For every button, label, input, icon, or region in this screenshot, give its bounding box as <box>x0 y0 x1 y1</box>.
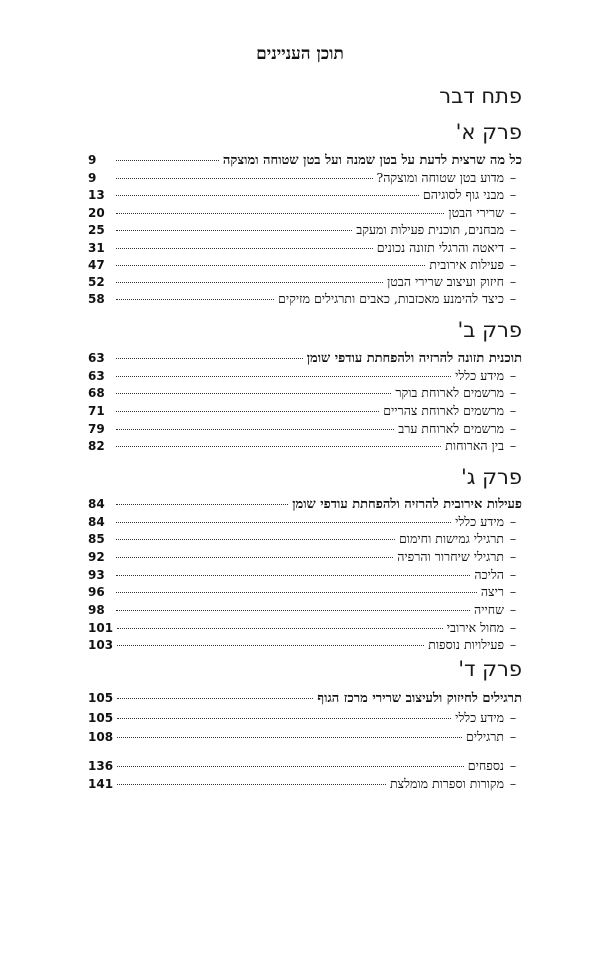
entry-dash: – <box>509 240 517 255</box>
dot-leader <box>116 557 393 558</box>
entry-label: שחייה <box>474 602 504 617</box>
entry-dash: – <box>509 514 517 529</box>
dot-leader <box>116 393 391 394</box>
entry-label: פעילויות נוספות <box>428 637 504 652</box>
toc-entry[interactable] <box>88 438 522 454</box>
chapter-heading: פרק ג' <box>461 465 522 489</box>
entry-dash: – <box>509 403 517 418</box>
entry-label: שרירי הבטן <box>448 205 504 220</box>
entry-label: ריצה <box>480 584 504 599</box>
dot-leader <box>116 522 451 523</box>
entry-label: פעילות אירובית להרזיה ולהפחתת עודפי שומן <box>292 497 522 512</box>
entry-label: מרשמים לארוחת ערב <box>398 421 504 436</box>
page-number: 93 <box>88 568 105 582</box>
dot-leader <box>116 575 470 576</box>
entry-label: תרגילים לחיזוק ולעיצוב שרירי מרכז הגוף <box>317 691 522 706</box>
chapter-heading: פרק א' <box>455 120 522 144</box>
dot-leader <box>116 539 395 540</box>
entry-dash: – <box>509 438 517 453</box>
page-number: 63 <box>88 369 105 383</box>
dot-leader <box>117 698 313 699</box>
page-number: 9 <box>88 153 97 167</box>
toc-entry[interactable] <box>88 350 522 366</box>
toc-entry[interactable] <box>88 205 522 221</box>
page-title: תוכן העניינים <box>256 44 344 64</box>
chapter-heading: פרק ב' <box>457 318 522 342</box>
toc-entry[interactable] <box>88 584 522 600</box>
toc-entry[interactable] <box>88 602 522 618</box>
entry-dash: – <box>509 549 517 564</box>
dot-leader <box>116 376 451 377</box>
entry-label: מחול אירובי <box>446 620 504 635</box>
entry-dash: – <box>509 531 517 546</box>
entry-label: נספחים <box>467 758 504 773</box>
dot-leader <box>116 299 274 300</box>
entry-label: חיזוק ועיצוב שרירי הבטן <box>387 274 504 289</box>
page-number: 98 <box>88 603 105 617</box>
page-number: 92 <box>88 550 105 564</box>
entry-label: מידע כללי <box>455 710 504 725</box>
toc-entry[interactable] <box>88 729 522 745</box>
entry-label: מקורות וספרות מומלצת <box>389 776 504 791</box>
page-number: 136 <box>88 759 114 773</box>
dot-leader <box>116 160 219 161</box>
entry-label: מבחנים, תוכנית פעילות ומעקב <box>356 222 504 237</box>
dot-leader <box>116 504 288 505</box>
toc-entry[interactable] <box>88 637 522 653</box>
toc-entry[interactable] <box>88 291 522 307</box>
entry-label: תרגילי שיחרור והרפיה <box>397 549 504 564</box>
dot-leader <box>116 230 352 231</box>
entry-dash: – <box>509 637 517 652</box>
toc-entry[interactable] <box>88 496 522 512</box>
entry-dash: – <box>509 291 517 306</box>
page-number: 20 <box>88 206 105 220</box>
dot-leader <box>117 628 443 629</box>
entry-label: דיאטה והרגלי תזונה נכונים <box>376 240 504 255</box>
dot-leader <box>117 766 464 767</box>
toc-entry[interactable] <box>88 531 522 547</box>
page-number: 105 <box>88 711 114 725</box>
page-number: 101 <box>88 621 114 635</box>
entry-label: תרגילי גמישות וחימום <box>398 531 504 546</box>
entry-label: מרשמים לארוחת צהריים <box>383 403 504 418</box>
entry-dash: – <box>509 710 517 725</box>
page-number: 141 <box>88 777 114 791</box>
toc-entry[interactable] <box>88 222 522 238</box>
toc-entry[interactable] <box>88 240 522 256</box>
page-number: 84 <box>88 497 105 511</box>
page-number: 85 <box>88 532 105 546</box>
dot-leader <box>116 265 425 266</box>
toc-entry[interactable] <box>88 152 522 168</box>
dot-leader <box>116 248 373 249</box>
toc-entry[interactable] <box>88 257 522 273</box>
dot-leader <box>116 592 477 593</box>
entry-label: בין הארוחות <box>445 438 504 453</box>
entry-dash: – <box>509 729 517 744</box>
entry-dash: – <box>509 222 517 237</box>
entry-label: תרגילים <box>465 729 504 744</box>
toc-entry[interactable] <box>88 620 522 636</box>
toc-entry[interactable] <box>88 421 522 437</box>
dot-leader <box>116 411 379 412</box>
entry-label: מבני גוף לסוגיהם <box>422 187 504 202</box>
entry-dash: – <box>509 620 517 635</box>
page-number: 79 <box>88 422 105 436</box>
toc-entry[interactable] <box>88 187 522 203</box>
toc-entry[interactable] <box>88 385 522 401</box>
page-number: 47 <box>88 258 105 272</box>
page-number: 63 <box>88 351 105 365</box>
entry-dash: – <box>509 776 517 791</box>
dot-leader <box>116 446 441 447</box>
toc-entry[interactable] <box>88 549 522 565</box>
entry-dash: – <box>509 758 517 773</box>
page-number: 105 <box>88 691 114 705</box>
entry-dash: – <box>509 421 517 436</box>
entry-label: מידע כללי <box>455 514 504 529</box>
page-number: 96 <box>88 585 105 599</box>
entry-label: מידע כללי <box>455 368 504 383</box>
entry-label: כיצד להימנע מאכזבות, כאבים ותרגילים מזיקים <box>278 291 504 306</box>
page-number: 25 <box>88 223 105 237</box>
toc-entry[interactable] <box>88 403 522 419</box>
dot-leader <box>116 610 470 611</box>
page-number: 108 <box>88 730 114 744</box>
toc-entry[interactable] <box>88 368 522 384</box>
dot-leader <box>117 718 451 719</box>
entry-dash: – <box>509 602 517 617</box>
toc-entry[interactable] <box>88 776 522 792</box>
entry-label: כל מה שרצית לדעת על בטן שמנה ועל בטן שטוחה ומוצקה <box>222 153 522 168</box>
entry-label: הליכה <box>474 567 504 582</box>
intro-heading: פתח דבר <box>439 84 522 108</box>
page-number: 58 <box>88 292 105 306</box>
entry-dash: – <box>509 567 517 582</box>
dot-leader <box>117 645 424 646</box>
page-number: 71 <box>88 404 105 418</box>
entry-dash: – <box>509 584 517 599</box>
entry-label: מדוע בטן שטוחה ומוצקה? <box>376 170 504 185</box>
entry-dash: – <box>509 368 517 383</box>
entry-label: פעילות אירובית <box>429 257 504 272</box>
dot-leader <box>116 358 303 359</box>
entry-dash: – <box>509 385 517 400</box>
chapter-heading: פרק ד' <box>458 657 522 681</box>
page-number: 52 <box>88 275 105 289</box>
page-number: 9 <box>88 171 97 185</box>
toc-entry[interactable] <box>88 710 522 726</box>
toc-entry[interactable] <box>88 514 522 530</box>
page-number: 31 <box>88 241 105 255</box>
entry-dash: – <box>509 205 517 220</box>
entry-dash: – <box>509 170 517 185</box>
dot-leader <box>116 429 394 430</box>
toc-entry[interactable] <box>88 567 522 583</box>
page-number: 13 <box>88 188 105 202</box>
toc-entry[interactable] <box>88 274 522 290</box>
entry-label: תוכנית תזונה להרזיה ולהפחתת עודפי שומן <box>306 351 522 366</box>
entry-dash: – <box>509 274 517 289</box>
dot-leader <box>116 195 419 196</box>
entry-dash: – <box>509 257 517 272</box>
toc-entry[interactable] <box>88 690 522 706</box>
page-number: 68 <box>88 386 105 400</box>
page-number: 84 <box>88 515 105 529</box>
toc-entry[interactable] <box>88 758 522 774</box>
dot-leader <box>117 737 462 738</box>
entry-label: מרשמים לארוחת בוקר <box>395 385 504 400</box>
entry-dash: – <box>509 187 517 202</box>
page-number: 103 <box>88 638 114 652</box>
dot-leader <box>117 784 386 785</box>
toc-entry[interactable] <box>88 170 522 186</box>
dot-leader <box>116 282 383 283</box>
dot-leader <box>116 213 444 214</box>
page-number: 82 <box>88 439 105 453</box>
dot-leader <box>116 178 373 179</box>
